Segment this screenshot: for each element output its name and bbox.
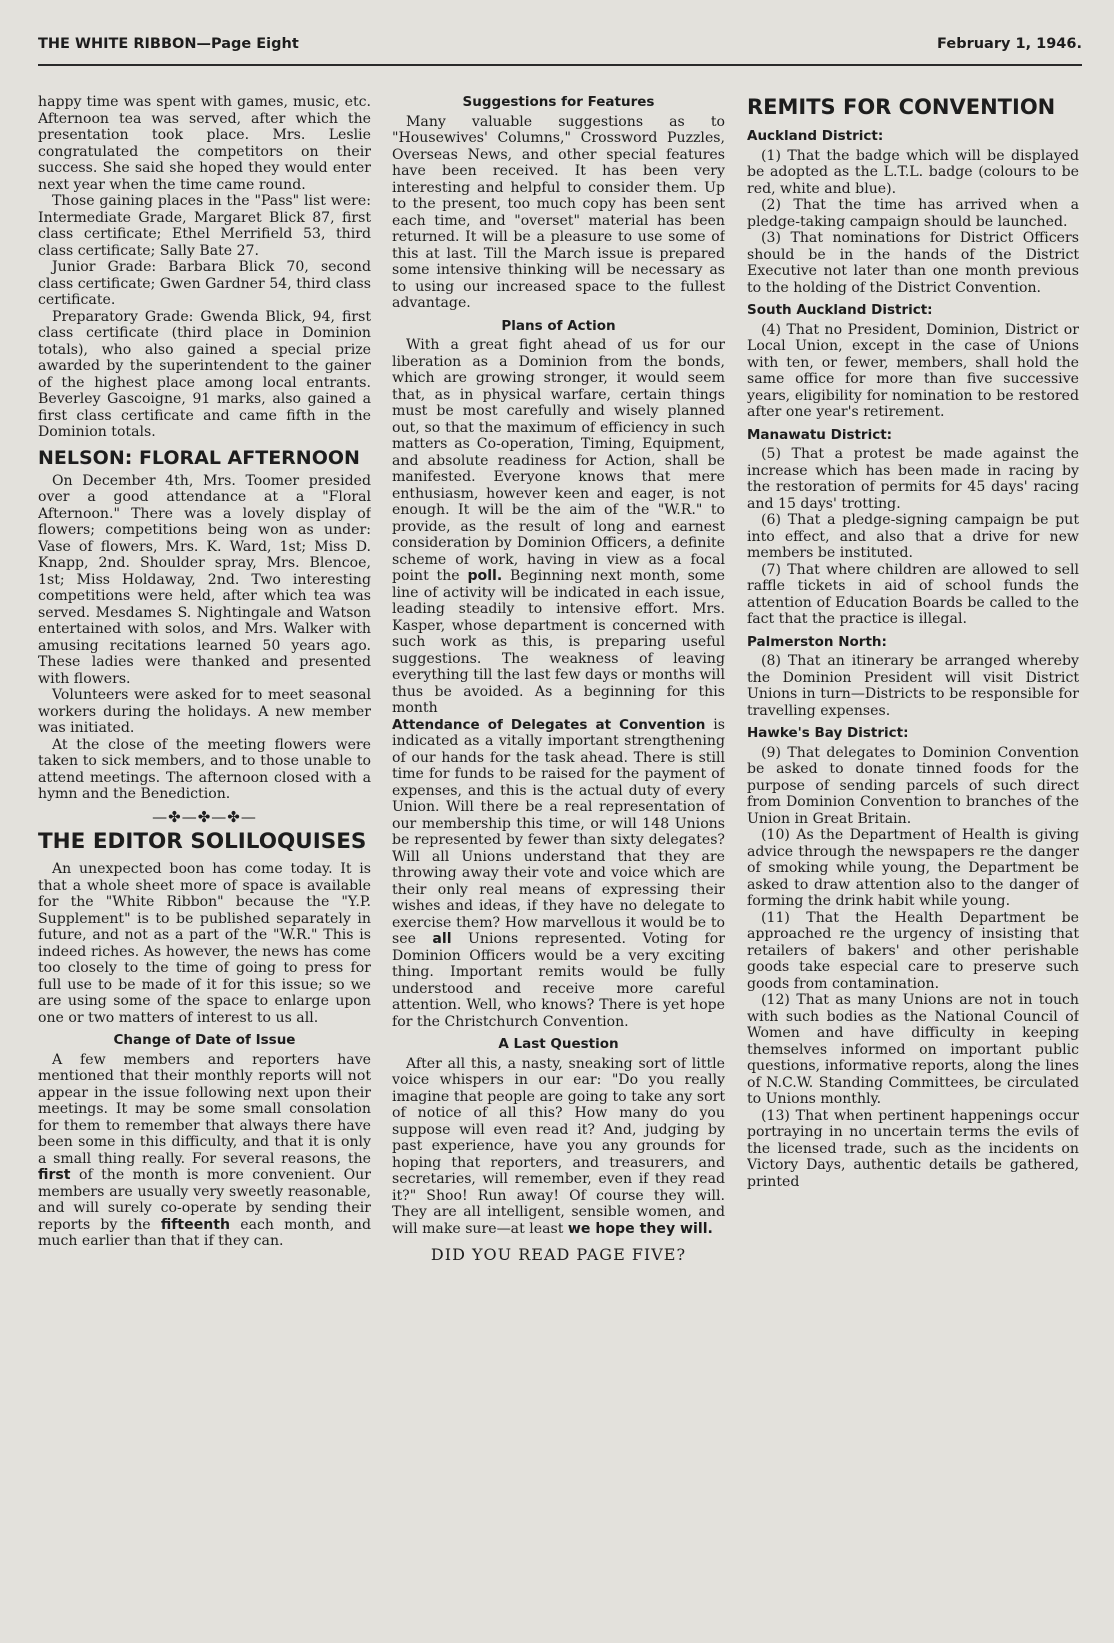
paragraph: Those gaining places in the "Pass" list were: Intermediate Grade, Margaret Blick 87, first class certificate; Ethel Merrifield 53, third class certificate; Sally Bate 27. [38,193,371,259]
plans-heading: Plans of Action [501,317,616,334]
page-header [38,30,1082,66]
issue-date: February 1, 1946. [937,36,1082,52]
remit-item: (6) That a pledge-signing campaign be put into effect, and also that a drive for new members be instituted. [747,512,1079,561]
remit-item: (2) That the time has arrived when a pledge-taking campaign should be launched. [747,197,1079,230]
column-middle [392,94,725,1264]
attendance-lead: Attendance of Delegates at Convention [392,716,706,733]
remit-item: (12) That as many Unions are not in touch with such bodies as the National Council of Women and have difficulty in keeping themselves informed on important public questions, informative reports, along the lines of N.C.W. Standing Committees, be circulated to Unions monthly. [747,992,1079,1107]
district-heading: Hawke's Bay District: [747,725,909,741]
remit-item: (1) That the badge which will be displayed be adopted as the L.T.L. badge (colours to be red, white and blue). [747,147,1079,197]
paragraph: After all this, a nasty, sneaking sort of little voice whispers in our ear: "Do you really imagine that people are going to take any sort of notice of all this? How many do you suppose will even read it? And, judging by past experience, have you any grounds for hoping that reporters, and treasurers, and secretaries, will remember, even if they read it?" Shoo! Run away! Of course they will. They are all intelligent, sensible women, and will make sure—at least we hope they will. [392,1055,725,1237]
district-heading: Manawatu District: [747,426,893,443]
remits-heading: REMITS FOR CONVENTION [747,95,1056,119]
paragraph: Junior Grade: Barbara Blick 70, second class certificate; Gwen Gardner 54, third class certificate. [38,259,371,308]
closing-question: DID YOU READ PAGE FIVE? [430,1245,687,1264]
remit-item: (9) That delegates to Dominion Convention be asked to donate tinned foods for the purpose of sending parcels of such direct from Dominion Convention to branches of the Union in Great Britain. [747,744,1079,827]
district-heading: South Auckland District: [747,302,933,318]
paragraph: An unexpected boon has come today. It is that a whole sheet more of space is available for the "White Ribbon" because the "Y.P. Supplement" is to be published separately in future, and not as a part of the "W.R." This is indeed riches. As however, the news has come too closely to the time of going to press for full use to be made of it for this issue; so we are using some of the space to enlarge upon one or two matters of interest to us all. [38,861,371,1026]
district-heading: Palmerston North: [747,633,887,650]
remit-item: (8) That an itinerary be arranged whereby the Dominion President will visit District Unions in turn—Districts to be responsible for travelling expenses. [747,653,1079,719]
remit-item: (13) That when pertinent happenings occur portraying in no uncertain terms the evils of the licensed trade, such as the incidents on Victory Days, authentic details be gathered, printed [747,1107,1079,1190]
last-question-heading: A Last Question [498,1036,619,1052]
remit-item: (5) That a protest be made against the increase which has been made in racing by the restoration of permits for 45 days' racing and 15 days' trotting. [747,446,1079,512]
column-left [38,94,371,1250]
remit-item: (7) That where children are allowed to sell raffle tickets in aid of school funds the attention of Education Boards be called to the fact that the practice is illegal. [747,561,1079,627]
ornament-divider: —✤—✤—✤— [152,807,257,826]
paragraph: Many valuable suggestions as to "Housewives' Columns," Crossword Puzzles, Overseas News, and other special features have been received. It has been very interesting and helpful to consider them. Up to the present, too much copy has been sent each time, and "overset" material has been returned. It will be a pleasure to use some of this at last. Till the March issue is prepared some intensive thinking will be necessary as to using our increased space to the fullest advantage. [392,113,725,311]
paragraph: A few members and reporters have mentioned that their monthly reports will not appear in the issue following next upon their meetings. It may be some small consolation for them to remember that always there have been some in this difficulty, and that it is only a small thing really. For several reasons, the first of the month is more convenient. Our members are usually very sweetly reasonable, and will surely co-operate by sending their reports by the fifteenth each month, and much earlier than that if they can. [38,1051,371,1249]
paragraph: At the close of the meeting flowers were taken to sick members, and to those unable to attend meetings. The afternoon closed with a hymn and the Benediction. [38,736,371,802]
nelson-heading: NELSON: FLORAL AFTERNOON [38,446,360,469]
paragraph: With a great fight ahead of us for our liberation as a Dominion from the bonds, which are growing stronger, it would seem that, as in physical warfare, certain things must be most carefully and wisely planned out, so that the maximum of efficiency in such matters as Co-operation, Timing, Equipment, and absolute readiness for Action, shall be manifested. Everyone knows that mere enthusiasm, however keen and eager, is not enough. It will be the aim of the "W.R." to provide, as the result of long and earnest consideration by Dominion Officers, a definite scheme of work, having in view as a focal point the poll. Beginning next month, some line of activity will be indicated in each issue, leading steadily to intensive effort. Mrs. Kasper, whose department is concerned with such work as this, is preparing useful suggestions. The weakness of leaving everything till the last few days or months will thus be avoided. As a beginning for this month [392,337,725,716]
district-heading: Auckland District: [747,128,884,144]
paragraph: Attendance of Delegates at Convention is indicated as a vitally important strengthening of our hands for the task ahead. There is still time for funds to be raised for the payment of expenses, and this is the actual duty of every Union. Will there be a real representation of our membership this time, or will 148 Unions be represented by fewer than sixty delegates? Will all Unions understand that they are throwing away their vote and voice which are their only real means of expressing their wishes and ideas, if they have no delegate to exercise them? How marvellous it would be to see all Unions represented. Voting for Dominion Officers would be a very exciting thing. Important remits would be fully understood and receive more careful attention. Well, who knows? There is yet hope for the Christchurch Convention. [392,716,725,1030]
remit-item: (10) As the Department of Health is giving advice through the newspapers re the danger of smoking while young, the Department be asked to draw attention also to the danger of forming the drink habit while young. [747,827,1079,909]
paragraph: Preparatory Grade: Gwenda Blick, 94, first class certificate (third place in Dominion totals), who also gained a special prize awarded by the superintendent to the gainer of the highest place among local entrants. Beverley Gascoigne, 91 marks, also gained a first class certificate and came fifth in the Dominion totals. [38,308,371,440]
remit-item: (4) That no President, Dominion, District or Local Union, except in the case of Unions with ten, or fewer, members, shall hold the same office for more than five successive years, eligibility for nomination to be restored after one year's retirement. [747,321,1079,420]
editor-heading: THE EDITOR SOLILOQUISES [38,829,367,854]
paragraph: On December 4th, Mrs. Toomer presided over a good attendance at a "Floral Afternoon." There was a lovely display of flowers; competitions being won as under: Vase of flowers, Mrs. K. Ward, 1st; Miss D. Knapp, 2nd. Shoulder spray, Mrs. Blencoe, 1st; Miss Holdaway, 2nd. Two interesting competitions were held, after which tea was served. Mesdames S. Nightingale and Watson entertained with solos, and Mrs. Walker with amusing recitations learned 50 years ago. These ladies were thanked and presented with flowers. [38,472,371,687]
column-right [747,94,1079,1190]
running-title: THE WHITE RIBBON—Page Eight [38,36,299,52]
change-of-date-heading: Change of Date of Issue [113,1032,296,1048]
remit-item: (3) That nominations for District Officers should be in the hands of the District Executive not later than one month previous to the holding of the District Convention. [747,230,1079,296]
remit-item: (11) That the Health Department be approached re the urgency of insisting that retailers of bakers' and other perishable goods take especial care to preserve such goods from contamination. [747,909,1079,992]
features-heading: Suggestions for Features [462,94,655,110]
paragraph: happy time was spent with games, music, etc. Afternoon tea was served, after which the presentation took place. Mrs. Leslie congratulated the competitors on their success. She said she hoped they would enter next year when the time came round. [38,94,371,193]
paragraph: Volunteers were asked for to meet seasonal workers during the holidays. A new member was initiated. [38,687,371,736]
